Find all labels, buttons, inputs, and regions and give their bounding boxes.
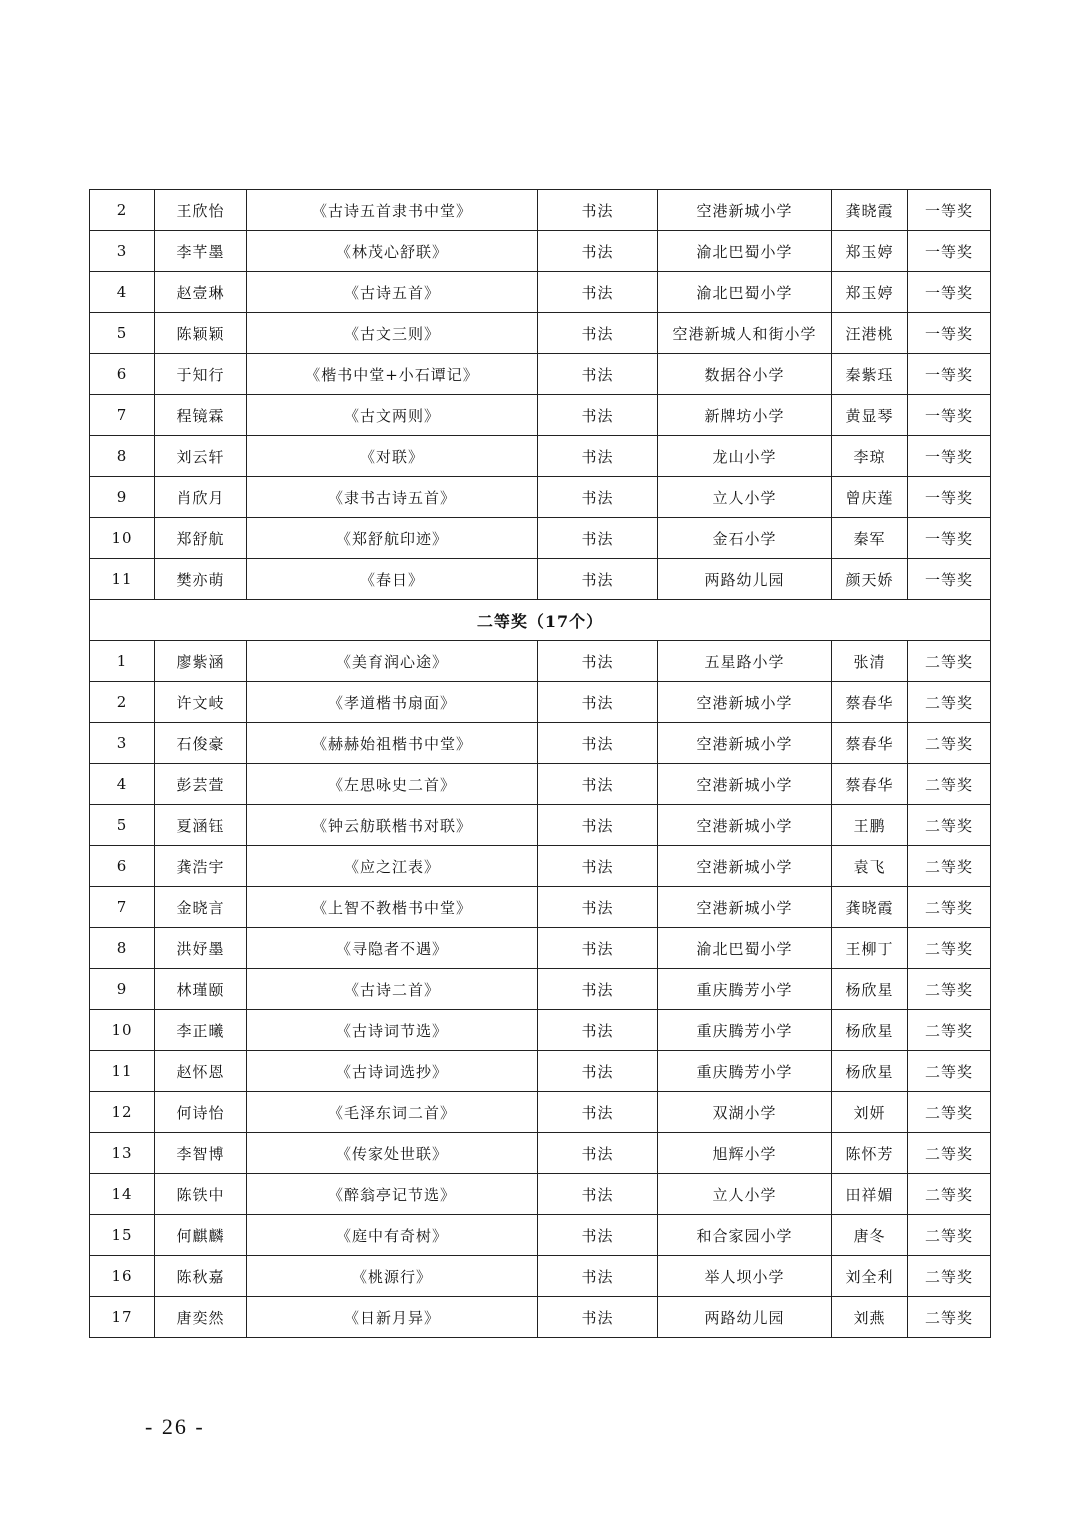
cell-name: 陈铁中	[155, 1174, 247, 1215]
cell-work: 《林茂心舒联》	[247, 231, 538, 272]
cell-no: 6	[90, 846, 155, 887]
cell-name: 龚浩宇	[155, 846, 247, 887]
cell-teacher: 汪港桃	[832, 313, 908, 354]
cell-teacher: 田祥媚	[832, 1174, 908, 1215]
cell-category: 书法	[538, 518, 658, 559]
cell-no: 9	[90, 969, 155, 1010]
cell-name: 李智博	[155, 1133, 247, 1174]
cell-award: 二等奖	[908, 682, 991, 723]
cell-category: 书法	[538, 272, 658, 313]
cell-no: 11	[90, 1051, 155, 1092]
cell-school: 金石小学	[658, 518, 832, 559]
cell-category: 书法	[538, 641, 658, 682]
cell-category: 书法	[538, 1092, 658, 1133]
table-row	[90, 682, 991, 723]
cell-teacher: 曾庆莲	[832, 477, 908, 518]
cell-school: 渝北巴蜀小学	[658, 272, 832, 313]
cell-school: 空港新城小学	[658, 764, 832, 805]
cell-category: 书法	[538, 846, 658, 887]
cell-school: 双湖小学	[658, 1092, 832, 1133]
cell-name: 林瑾颐	[155, 969, 247, 1010]
cell-category: 书法	[538, 477, 658, 518]
cell-name: 洪妤墨	[155, 928, 247, 969]
cell-name: 肖欣月	[155, 477, 247, 518]
cell-category: 书法	[538, 1297, 658, 1338]
cell-name: 王欣怡	[155, 190, 247, 231]
cell-no: 4	[90, 764, 155, 805]
cell-name: 李芊墨	[155, 231, 247, 272]
cell-award: 一等奖	[908, 354, 991, 395]
cell-award: 二等奖	[908, 928, 991, 969]
cell-work: 《古诗词选抄》	[247, 1051, 538, 1092]
second-prize-header: 二等奖（17个）	[90, 600, 991, 641]
cell-no: 8	[90, 436, 155, 477]
cell-school: 空港新城人和街小学	[658, 313, 832, 354]
cell-award: 二等奖	[908, 1051, 991, 1092]
cell-work: 《古文三则》	[247, 313, 538, 354]
cell-award: 一等奖	[908, 395, 991, 436]
cell-no: 3	[90, 723, 155, 764]
cell-no: 10	[90, 1010, 155, 1051]
cell-name: 李正曦	[155, 1010, 247, 1051]
cell-work: 《古诗五首》	[247, 272, 538, 313]
cell-category: 书法	[538, 969, 658, 1010]
cell-name: 陈颖颖	[155, 313, 247, 354]
table-row	[90, 764, 991, 805]
cell-work: 《传家处世联》	[247, 1133, 538, 1174]
page-number: - 26 -	[145, 1414, 205, 1439]
cell-teacher: 张清	[832, 641, 908, 682]
cell-award: 一等奖	[908, 436, 991, 477]
cell-award: 一等奖	[908, 313, 991, 354]
cell-name: 刘云轩	[155, 436, 247, 477]
table-row	[90, 1297, 991, 1338]
table-row	[90, 1174, 991, 1215]
cell-no: 3	[90, 231, 155, 272]
cell-award: 二等奖	[908, 969, 991, 1010]
table-row	[90, 1133, 991, 1174]
cell-award: 二等奖	[908, 641, 991, 682]
cell-award: 二等奖	[908, 1256, 991, 1297]
cell-award: 二等奖	[908, 1297, 991, 1338]
cell-no: 5	[90, 805, 155, 846]
cell-no: 17	[90, 1297, 155, 1338]
cell-teacher: 陈怀芳	[832, 1133, 908, 1174]
cell-no: 2	[90, 682, 155, 723]
cell-work: 《古诗二首》	[247, 969, 538, 1010]
table-row	[90, 641, 991, 682]
cell-no: 15	[90, 1215, 155, 1256]
cell-work: 《上智不教楷书中堂》	[247, 887, 538, 928]
cell-teacher: 王鹏	[832, 805, 908, 846]
cell-teacher: 杨欣星	[832, 969, 908, 1010]
cell-teacher: 杨欣星	[832, 1051, 908, 1092]
cell-work: 《赫赫始祖楷书中堂》	[247, 723, 538, 764]
cell-work: 《钟云舫联楷书对联》	[247, 805, 538, 846]
cell-award: 二等奖	[908, 805, 991, 846]
cell-category: 书法	[538, 805, 658, 846]
cell-work: 《隶书古诗五首》	[247, 477, 538, 518]
cell-school: 空港新城小学	[658, 805, 832, 846]
cell-category: 书法	[538, 682, 658, 723]
cell-work: 《桃源行》	[247, 1256, 538, 1297]
cell-work: 《楷书中堂+小石谭记》	[247, 354, 538, 395]
cell-school: 空港新城小学	[658, 682, 832, 723]
cell-category: 书法	[538, 313, 658, 354]
table-row	[90, 887, 991, 928]
cell-work: 《毛泽东词二首》	[247, 1092, 538, 1133]
cell-teacher: 秦紫珏	[832, 354, 908, 395]
cell-category: 书法	[538, 764, 658, 805]
awards-table	[89, 189, 991, 1338]
cell-no: 1	[90, 641, 155, 682]
cell-name: 赵怀恩	[155, 1051, 247, 1092]
cell-no: 4	[90, 272, 155, 313]
cell-work: 《醉翁亭记节选》	[247, 1174, 538, 1215]
cell-category: 书法	[538, 928, 658, 969]
cell-teacher: 颜天娇	[832, 559, 908, 600]
cell-no: 14	[90, 1174, 155, 1215]
cell-category: 书法	[538, 887, 658, 928]
cell-school: 旭辉小学	[658, 1133, 832, 1174]
cell-name: 何麒麟	[155, 1215, 247, 1256]
table-row	[90, 1215, 991, 1256]
cell-teacher: 蔡春华	[832, 723, 908, 764]
cell-award: 一等奖	[908, 272, 991, 313]
cell-school: 重庆腾芳小学	[658, 1051, 832, 1092]
cell-work: 《孝道楷书扇面》	[247, 682, 538, 723]
cell-name: 何诗怡	[155, 1092, 247, 1133]
cell-name: 赵壹琳	[155, 272, 247, 313]
table-row	[90, 1256, 991, 1297]
table-row	[90, 518, 991, 559]
table-row	[90, 805, 991, 846]
cell-category: 书法	[538, 231, 658, 272]
cell-award: 二等奖	[908, 1092, 991, 1133]
cell-award: 二等奖	[908, 1215, 991, 1256]
cell-school: 渝北巴蜀小学	[658, 928, 832, 969]
cell-name: 石俊豪	[155, 723, 247, 764]
cell-award: 二等奖	[908, 1010, 991, 1051]
cell-no: 2	[90, 190, 155, 231]
cell-school: 举人坝小学	[658, 1256, 832, 1297]
cell-category: 书法	[538, 354, 658, 395]
cell-category: 书法	[538, 559, 658, 600]
cell-work: 《对联》	[247, 436, 538, 477]
cell-school: 两路幼儿园	[658, 559, 832, 600]
table-row	[90, 846, 991, 887]
cell-award: 二等奖	[908, 846, 991, 887]
cell-no: 11	[90, 559, 155, 600]
cell-category: 书法	[538, 190, 658, 231]
cell-work: 《应之江表》	[247, 846, 538, 887]
cell-school: 新牌坊小学	[658, 395, 832, 436]
cell-school: 重庆腾芳小学	[658, 1010, 832, 1051]
cell-teacher: 龚晓霞	[832, 190, 908, 231]
cell-name: 夏涵钰	[155, 805, 247, 846]
cell-award: 一等奖	[908, 518, 991, 559]
table-row	[90, 190, 991, 231]
cell-work: 《美育润心途》	[247, 641, 538, 682]
cell-teacher: 杨欣星	[832, 1010, 908, 1051]
cell-no: 9	[90, 477, 155, 518]
cell-name: 金晓言	[155, 887, 247, 928]
cell-award: 二等奖	[908, 764, 991, 805]
cell-category: 书法	[538, 1215, 658, 1256]
table-row	[90, 723, 991, 764]
table-row	[90, 1051, 991, 1092]
cell-award: 二等奖	[908, 1174, 991, 1215]
cell-no: 8	[90, 928, 155, 969]
cell-name: 彭芸萱	[155, 764, 247, 805]
cell-no: 13	[90, 1133, 155, 1174]
cell-school: 重庆腾芳小学	[658, 969, 832, 1010]
section-header-row	[90, 600, 991, 641]
cell-teacher: 郑玉婷	[832, 272, 908, 313]
cell-award: 二等奖	[908, 1133, 991, 1174]
cell-award: 一等奖	[908, 477, 991, 518]
cell-no: 6	[90, 354, 155, 395]
cell-name: 郑舒航	[155, 518, 247, 559]
table-row	[90, 313, 991, 354]
cell-no: 16	[90, 1256, 155, 1297]
cell-school: 两路幼儿园	[658, 1297, 832, 1338]
cell-teacher: 唐冬	[832, 1215, 908, 1256]
table-row	[90, 969, 991, 1010]
cell-award: 一等奖	[908, 190, 991, 231]
cell-category: 书法	[538, 1133, 658, 1174]
cell-school: 空港新城小学	[658, 846, 832, 887]
cell-category: 书法	[538, 1010, 658, 1051]
cell-school: 龙山小学	[658, 436, 832, 477]
cell-no: 10	[90, 518, 155, 559]
cell-category: 书法	[538, 395, 658, 436]
table-row	[90, 395, 991, 436]
cell-name: 陈秋嘉	[155, 1256, 247, 1297]
cell-name: 唐奕然	[155, 1297, 247, 1338]
cell-teacher: 郑玉婷	[832, 231, 908, 272]
table-row	[90, 928, 991, 969]
cell-name: 樊亦萌	[155, 559, 247, 600]
cell-school: 空港新城小学	[658, 723, 832, 764]
cell-work: 《古诗词节选》	[247, 1010, 538, 1051]
cell-work: 《庭中有奇树》	[247, 1215, 538, 1256]
cell-name: 许文岐	[155, 682, 247, 723]
cell-school: 立人小学	[658, 1174, 832, 1215]
cell-teacher: 蔡春华	[832, 764, 908, 805]
table-row	[90, 231, 991, 272]
cell-work: 《寻隐者不遇》	[247, 928, 538, 969]
table-row	[90, 436, 991, 477]
cell-category: 书法	[538, 436, 658, 477]
cell-school: 五星路小学	[658, 641, 832, 682]
cell-school: 渝北巴蜀小学	[658, 231, 832, 272]
table-row	[90, 1092, 991, 1133]
cell-no: 5	[90, 313, 155, 354]
cell-teacher: 刘妍	[832, 1092, 908, 1133]
awards-table-body	[90, 190, 991, 1338]
cell-work: 《古文两则》	[247, 395, 538, 436]
table-row	[90, 272, 991, 313]
cell-teacher: 李琼	[832, 436, 908, 477]
table-row	[90, 477, 991, 518]
cell-award: 一等奖	[908, 231, 991, 272]
cell-teacher: 秦军	[832, 518, 908, 559]
cell-work: 《日新月异》	[247, 1297, 538, 1338]
cell-teacher: 袁飞	[832, 846, 908, 887]
cell-no: 12	[90, 1092, 155, 1133]
cell-school: 和合家园小学	[658, 1215, 832, 1256]
cell-award: 二等奖	[908, 723, 991, 764]
cell-teacher: 黄显琴	[832, 395, 908, 436]
cell-teacher: 王柳丁	[832, 928, 908, 969]
cell-work: 《春日》	[247, 559, 538, 600]
cell-teacher: 龚晓霞	[832, 887, 908, 928]
table-row	[90, 354, 991, 395]
cell-school: 空港新城小学	[658, 887, 832, 928]
cell-name: 于知行	[155, 354, 247, 395]
cell-work: 《郑舒航印迹》	[247, 518, 538, 559]
cell-no: 7	[90, 395, 155, 436]
cell-category: 书法	[538, 1174, 658, 1215]
table-row	[90, 559, 991, 600]
cell-teacher: 蔡春华	[832, 682, 908, 723]
cell-category: 书法	[538, 723, 658, 764]
cell-award: 一等奖	[908, 559, 991, 600]
cell-work: 《古诗五首隶书中堂》	[247, 190, 538, 231]
cell-name: 程镜霖	[155, 395, 247, 436]
cell-work: 《左思咏史二首》	[247, 764, 538, 805]
cell-school: 数据谷小学	[658, 354, 832, 395]
cell-award: 二等奖	[908, 887, 991, 928]
cell-no: 7	[90, 887, 155, 928]
cell-teacher: 刘全利	[832, 1256, 908, 1297]
table-row	[90, 1010, 991, 1051]
cell-school: 空港新城小学	[658, 190, 832, 231]
cell-name: 廖紫涵	[155, 641, 247, 682]
cell-school: 立人小学	[658, 477, 832, 518]
cell-category: 书法	[538, 1256, 658, 1297]
cell-category: 书法	[538, 1051, 658, 1092]
cell-teacher: 刘燕	[832, 1297, 908, 1338]
